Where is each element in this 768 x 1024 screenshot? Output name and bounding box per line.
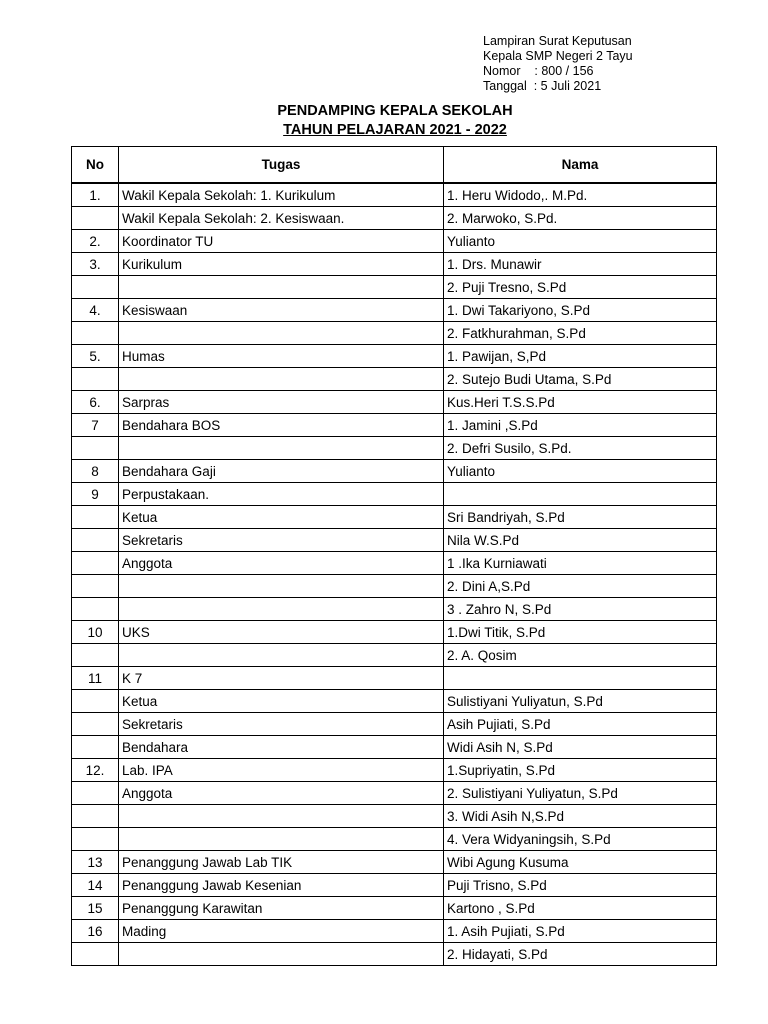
cell-tugas: Anggota [119,782,444,805]
cell-tugas [119,805,444,828]
cell-tugas: UKS [119,621,444,644]
cell-nama: 1. Drs. Munawir [444,253,717,276]
cell-tugas: Penanggung Jawab Lab TIK [119,851,444,874]
cell-nama: 1. Dwi Takariyono, S.Pd [444,299,717,322]
cell-no: 5. [72,345,119,368]
cell-no: 14 [72,874,119,897]
cell-nama: 2. Marwoko, S.Pd. [444,207,717,230]
cell-tugas: Ketua [119,690,444,713]
table-row [72,598,717,621]
table-row [72,805,717,828]
cell-tugas: K 7 [119,667,444,690]
cell-tugas [119,322,444,345]
cell-tugas: Sarpras [119,391,444,414]
cell-no [72,207,119,230]
cell-no [72,690,119,713]
table-body [72,183,717,966]
cell-no [72,713,119,736]
cell-tugas: Wakil Kepala Sekolah: 1. Kurikulum [119,183,444,207]
cell-tugas: Kurikulum [119,253,444,276]
table-row [72,874,717,897]
cell-no: 11 [72,667,119,690]
cell-nama: Nila W.S.Pd [444,529,717,552]
cell-nama: 1. Asih Pujiati, S.Pd [444,920,717,943]
cell-no [72,575,119,598]
cell-tugas: Kesiswaan [119,299,444,322]
cell-tugas: Bendahara BOS [119,414,444,437]
cell-nama: 2. A. Qosim [444,644,717,667]
cell-nama: 2. Hidayati, S.Pd [444,943,717,966]
cell-nama [444,667,717,690]
cell-no: 13 [72,851,119,874]
cell-tugas: Lab. IPA [119,759,444,782]
table-row [72,759,717,782]
table-row [72,621,717,644]
header-line-3: Nomor : 800 / 156 [483,64,594,78]
table-row [72,276,717,299]
cell-tugas [119,644,444,667]
cell-no: 15 [72,897,119,920]
cell-tugas [119,943,444,966]
table-row [72,713,717,736]
document-subtitle: TAHUN PELAJARAN 2021 - 2022 [283,122,507,138]
cell-tugas: Sekretaris [119,529,444,552]
cell-tugas: Bendahara Gaji [119,460,444,483]
cell-no [72,598,119,621]
cell-no: 7 [72,414,119,437]
cell-tugas: Ketua [119,506,444,529]
column-header-tugas: Tugas [119,147,444,184]
cell-tugas: Penanggung Karawitan [119,897,444,920]
cell-nama: 2. Puji Tresno, S.Pd [444,276,717,299]
cell-no: 9 [72,483,119,506]
cell-nama: Kus.Heri T.S.S.Pd [444,391,717,414]
cell-tugas: Koordinator TU [119,230,444,253]
table-row [72,414,717,437]
table-row [72,460,717,483]
cell-tugas [119,598,444,621]
table-row [72,207,717,230]
cell-tugas: Perpustakaan. [119,483,444,506]
cell-no [72,805,119,828]
cell-tugas [119,368,444,391]
cell-tugas: Anggota [119,552,444,575]
cell-no: 4. [72,299,119,322]
cell-no: 12. [72,759,119,782]
cell-nama: 2. Sulistiyani Yuliyatun, S.Pd [444,782,717,805]
table-row [72,575,717,598]
cell-nama: 1. Pawijan, S,Pd [444,345,717,368]
table-row [72,506,717,529]
table-row [72,690,717,713]
cell-nama: Puji Trisno, S.Pd [444,874,717,897]
cell-tugas [119,575,444,598]
cell-nama: Sri Bandriyah, S.Pd [444,506,717,529]
cell-no [72,506,119,529]
cell-nama: Asih Pujiati, S.Pd [444,713,717,736]
cell-no: 8 [72,460,119,483]
table-row [72,299,717,322]
cell-no: 10 [72,621,119,644]
cell-no: 6. [72,391,119,414]
table-row [72,644,717,667]
cell-no [72,943,119,966]
table-row [72,782,717,805]
cell-nama: 1. Heru Widodo,. M.Pd. [444,183,717,207]
cell-nama: Kartono , S.Pd [444,897,717,920]
table-row [72,253,717,276]
cell-nama: Sulistiyani Yuliyatun, S.Pd [444,690,717,713]
cell-no [72,437,119,460]
header-line-2: Kepala SMP Negeri 2 Tayu [483,49,633,63]
cell-nama [444,483,717,506]
cell-nama: 4. Vera Widyaningsih, S.Pd [444,828,717,851]
cell-tugas [119,828,444,851]
cell-nama: 1.Supriyatin, S.Pd [444,759,717,782]
cell-nama: 2. Dini A,S.Pd [444,575,717,598]
document-header [483,34,633,94]
table-row [72,851,717,874]
cell-nama: Yulianto [444,460,717,483]
table-row [72,667,717,690]
cell-no: 3. [72,253,119,276]
cell-tugas: Bendahara [119,736,444,759]
cell-nama: 2. Fatkhurahman, S.Pd [444,322,717,345]
cell-no [72,322,119,345]
cell-no [72,368,119,391]
table-row [72,437,717,460]
cell-nama: 1. Jamini ,S.Pd [444,414,717,437]
table-row [72,897,717,920]
table-row [72,183,717,207]
table-row [72,920,717,943]
cell-tugas: Sekretaris [119,713,444,736]
document-title: PENDAMPING KEPALA SEKOLAH [277,103,513,119]
table-header-row [72,147,717,184]
cell-nama: 2. Sutejo Budi Utama, S.Pd [444,368,717,391]
cell-no [72,736,119,759]
table-row [72,368,717,391]
table-row [72,552,717,575]
table-row [72,736,717,759]
cell-nama: 1 .Ika Kurniawati [444,552,717,575]
cell-nama: 1.Dwi Titik, S.Pd [444,621,717,644]
table-row [72,322,717,345]
table-row [72,828,717,851]
table-row [72,529,717,552]
cell-nama: 2. Defri Susilo, S.Pd. [444,437,717,460]
cell-tugas: Mading [119,920,444,943]
table-row [72,230,717,253]
cell-tugas [119,276,444,299]
assignment-table [71,146,717,966]
table-row [72,483,717,506]
table-row [72,943,717,966]
cell-no [72,828,119,851]
cell-no [72,552,119,575]
cell-tugas: Wakil Kepala Sekolah: 2. Kesiswaan. [119,207,444,230]
cell-no [72,782,119,805]
cell-tugas: Humas [119,345,444,368]
column-header-no: No [72,147,119,184]
cell-no: 1. [72,183,119,207]
cell-no [72,529,119,552]
cell-tugas: Penanggung Jawab Kesenian [119,874,444,897]
header-line-1: Lampiran Surat Keputusan [483,34,632,48]
cell-no [72,644,119,667]
cell-no: 2. [72,230,119,253]
cell-nama: 3. Widi Asih N,S.Pd [444,805,717,828]
cell-no: 16 [72,920,119,943]
cell-no [72,276,119,299]
cell-nama: Yulianto [444,230,717,253]
cell-nama: Widi Asih N, S.Pd [444,736,717,759]
cell-nama: 3 . Zahro N, S.Pd [444,598,717,621]
cell-nama: Wibi Agung Kusuma [444,851,717,874]
header-line-4: Tanggal : 5 Juli 2021 [483,79,602,93]
table-row [72,391,717,414]
column-header-nama: Nama [444,147,717,184]
table-row [72,345,717,368]
cell-tugas [119,437,444,460]
